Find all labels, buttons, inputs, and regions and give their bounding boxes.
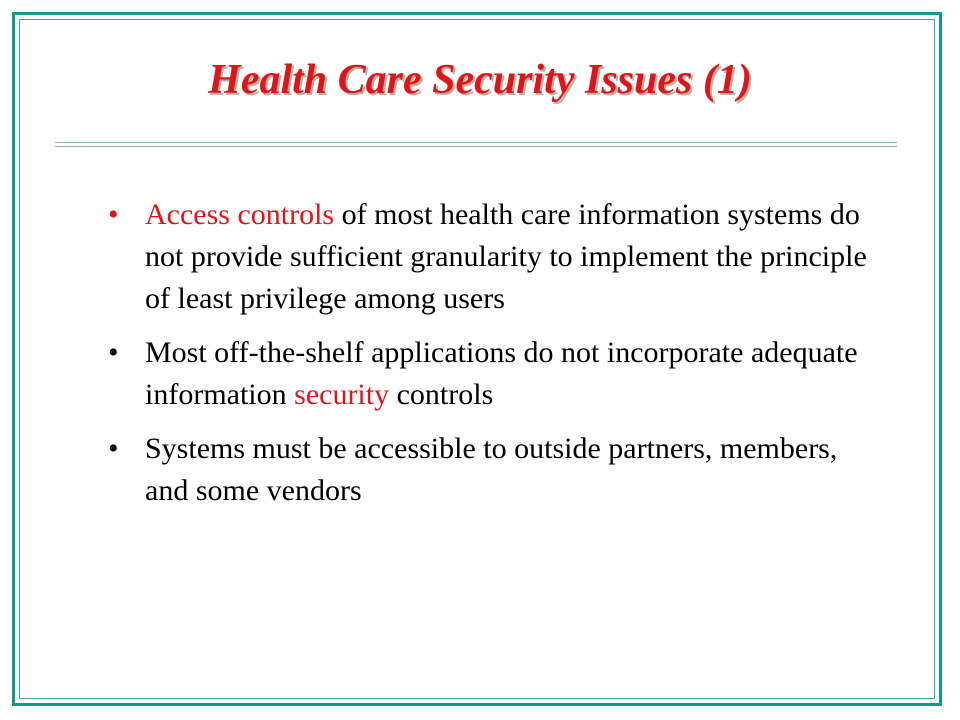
bullet-text: Systems must be accessible to outside partners, members, and some vendors <box>145 432 838 507</box>
bullet-icon: • <box>108 336 119 369</box>
title-divider <box>55 142 897 147</box>
bullet-text-before: Most off-the-shelf applications do not incorporate adequate information <box>145 336 858 411</box>
bullet-text-after: controls <box>389 378 494 411</box>
bullet-item-off-the-shelf <box>108 332 868 416</box>
bullet-item-accessible-systems <box>108 428 868 512</box>
slide-title: Health Care Security Issues (1) <box>208 57 752 103</box>
bullet-highlight: Access controls <box>145 198 335 231</box>
bullet-highlight: security <box>294 378 390 411</box>
bullet-icon: • <box>108 432 119 465</box>
bullet-item-access-controls <box>108 194 868 320</box>
bullet-list <box>108 194 868 524</box>
bullet-icon: • <box>108 198 119 231</box>
bullet-text: of most health care information systems do not provide sufficient granularity to implement the principle of least privilege among users <box>145 198 867 315</box>
